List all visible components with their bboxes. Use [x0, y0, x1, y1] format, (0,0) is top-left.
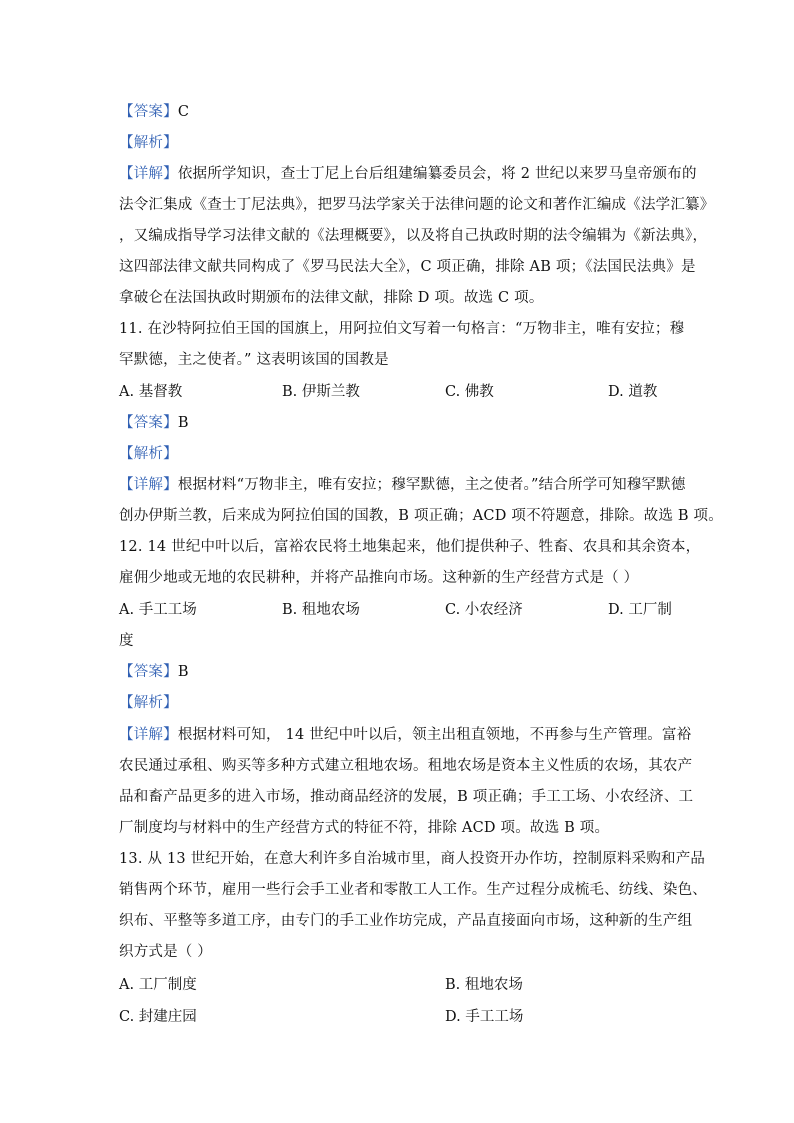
q11-option-c: C. 佛教: [445, 384, 494, 400]
detail-text: 根据材料可知， 14 世纪中叶以后，领主出租直领地，不再参与生产管理。富裕: [177, 727, 692, 743]
q12-option-a: A. 手工工场: [119, 602, 197, 618]
q13-stem-line-4: 织方式是（ ）: [119, 944, 213, 960]
q12-analysis-tag: 【解析】: [119, 695, 178, 711]
q11-stem-line-1: 11. 在沙特阿拉伯王国的国旗上，用阿拉伯文写着一句格言：“万物非主，唯有安拉；穆: [119, 321, 685, 337]
q11-detail-line-1: [119, 475, 686, 495]
q12-option-c: C. 小农经济: [445, 602, 523, 618]
q10-answer-line: [119, 102, 189, 122]
answer-value: B: [177, 415, 189, 431]
q10-detail-line-2: 法令汇集成《查士丁尼法典》，把罗马法学家关于法律问题的论文和著作汇编成《法学汇纂》: [119, 197, 715, 213]
answer-tag: 【答案】: [119, 104, 178, 120]
q13-options-row-1: [0, 975, 794, 995]
q12-options: [0, 600, 794, 620]
q12-detail-line-3: 品和畜产品更多的进入市场，推动商品经济的发展，B 项正确；手工工场、小农经济、工: [119, 789, 694, 805]
detail-tag: 【详解】: [119, 166, 178, 182]
q10-analysis-tag: 【解析】: [119, 135, 178, 151]
q11-stem-line-2: 罕默德，主之使者。” 这表明该国的国教是: [119, 352, 389, 368]
q12-detail-line-1: [119, 725, 691, 745]
q11-answer-line: [119, 413, 189, 433]
q12-detail-line-2: 农民通过承租、购买等多种方式建立租地农场。租地农场是资本主义性质的农场，其农产: [119, 758, 693, 774]
detail-tag: 【详解】: [119, 477, 178, 493]
q13-stem-line-1: 13. 从 13 世纪开始，在意大利许多自治城市里，商人投资开办作坊，控制原料采购和产品: [119, 851, 706, 867]
q10-detail-line-1: [119, 164, 697, 184]
q12-detail-line-4: 厂制度均与材料中的生产经营方式的特征不符，排除 ACD 项。故选 B 项。: [119, 820, 610, 836]
q11-option-a: A. 基督教: [119, 384, 183, 400]
q10-detail-line-3: ，又编成指导学习法律文献的《法理概要》，以及将自己执政时期的法令编辑为《新法典》，: [119, 228, 708, 244]
detail-text: 根据材料“万物非主，唯有安拉；穆罕默德，主之使者。”结合所学可知穆罕默德: [177, 477, 686, 493]
q12-stem-line-1: 12. 14 世纪中叶以后，富裕农民将土地集起来，他们提供种子、牲畜、农具和其余资本，: [119, 539, 701, 555]
detail-tag: 【详解】: [119, 727, 178, 743]
q13-option-d: D. 手工工场: [445, 1009, 524, 1025]
answer-tag: 【答案】: [119, 664, 178, 680]
q12-answer-line: [119, 662, 189, 682]
q13-option-a: A. 工厂制度: [119, 977, 197, 993]
detail-text: 依据所学知识，查士丁尼上台后组建编纂委员会，将 2 世纪以来罗马皇帝颁布的: [177, 166, 697, 182]
q12-stem-line-2: 雇佣少地或无地的农民耕种，并将产品推向市场。这种新的生产经营方式是（ ）: [119, 570, 639, 586]
q10-detail-line-5: 拿破仑在法国执政时期颁布的法律文献，排除 D 项。故选 C 项。: [119, 290, 544, 306]
q13-option-c: C. 封建庄园: [119, 1009, 197, 1025]
q13-stem-line-2: 销售两个环节，雇用一些行会手工业者和零散工人工作。生产过程分成梳毛、纺线、染色、: [119, 882, 707, 898]
answer-tag: 【答案】: [119, 415, 178, 431]
q11-options: [0, 382, 794, 402]
q11-option-d: D. 道教: [608, 384, 658, 400]
q11-option-b: B. 伊斯兰教: [282, 384, 360, 400]
q12-option-wrap: 度: [119, 633, 134, 649]
q10-detail-line-4: 这四部法律文献共同构成了《罗马民法大全》，C 项正确，排除 AB 项；《法国民法典》是: [119, 259, 696, 275]
q12-option-d: D. 工厂制: [608, 602, 672, 618]
q12-option-b: B. 租地农场: [282, 602, 360, 618]
q13-option-b: B. 租地农场: [445, 977, 523, 993]
q13-options-row-2: [0, 1007, 794, 1027]
answer-value: C: [177, 104, 190, 120]
q13-stem-line-3: 织布、平整等多道工序，由专门的手工业作坊完成，产品直接面向市场，这种新的生产组: [119, 913, 693, 929]
q11-detail-line-2: 创办伊斯兰教，后来成为阿拉伯国的国教，B 项正确；ACD 项不符题意，排除。故选 B 项。: [119, 508, 723, 524]
answer-value: B: [177, 664, 189, 680]
q11-analysis-tag: 【解析】: [119, 446, 178, 462]
